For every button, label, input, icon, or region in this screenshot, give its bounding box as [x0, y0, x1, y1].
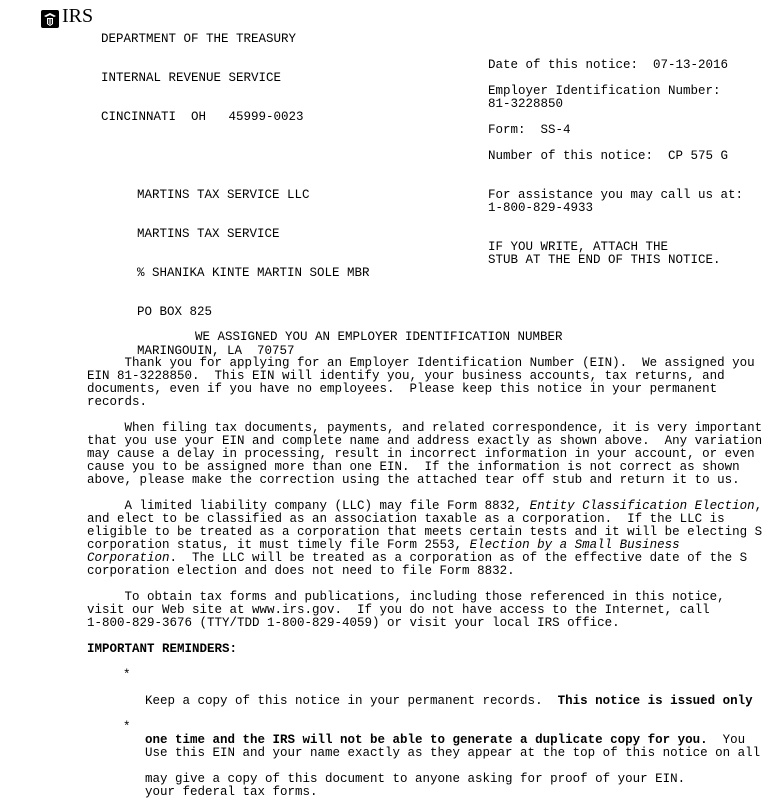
paragraph-line: above, please make the correction using the attached tear off stub and return it to us. [87, 473, 740, 487]
paragraph-line: Thank you for applying for an Employer Identification Number (EIN). We assigned you [87, 356, 755, 370]
bullet-marker: * [123, 720, 131, 734]
recipient-line: MARTINS TAX SERVICE LLC [137, 188, 310, 202]
paragraph-llc-election [87, 499, 763, 578]
write-instruction: IF YOU WRITE, ATTACH THE [488, 240, 669, 254]
important-reminders-heading: IMPORTANT REMINDERS: [87, 642, 238, 656]
reminder-keep-copy: Keep a copy of this notice in your permanent records. This notice is issued only one time and the IRS will not be able to generate a duplicate copy for you. You may give a copy of this document to anyone asking for proof of your EIN. [145, 694, 753, 786]
irs-eagle-logo-icon [40, 9, 60, 29]
bullet-marker: * [123, 668, 131, 682]
form-title-italic: Election by a Small Business [469, 538, 680, 552]
write-instruction: STUB AT THE END OF THIS NOTICE. [488, 253, 721, 267]
paragraph-line: may cause a delay in processing, result in incorrect information in your account, or even [87, 447, 755, 461]
paragraph-line: 1-800-829-3676 (TTY/TDD 1-800-829-4059) or visit your local IRS office. [87, 616, 620, 630]
paragraph-line: cause you to be assigned more than one EIN. If the information is not correct as shown [87, 460, 740, 474]
paragraph-line: eligible to be treated as a corporation that meets certain tests and it will be electing S [87, 525, 763, 539]
ein-value: 81-3228850 [488, 97, 564, 111]
form-line: Form: SS-4 [488, 123, 571, 137]
reminder-use-ein: Use this EIN and your name exactly as they appear at the top of this notice on all your federal tax forms. [145, 746, 761, 799]
recipient-line: MARTINS TAX SERVICE [137, 227, 280, 241]
paragraph-ein-assigned [87, 356, 755, 409]
paragraph-line: corporation status, it must timely file Form 2553, Election by a Small Business [87, 538, 680, 552]
notice-date: Date of this notice: 07-13-2016 [488, 58, 729, 72]
notice-number: Number of this notice: CP 575 G [488, 149, 729, 163]
paragraph-line: and elect to be classified as an association taxable as a corporation. If the LLC is [87, 512, 725, 526]
assistance-phone: 1-800-829-4933 [488, 201, 594, 215]
paragraph-line: records. [87, 395, 148, 409]
paragraph-line: Corporation. The LLC will be treated as a corporation as of the effective date of the S [87, 551, 748, 565]
paragraph-tax-forms [87, 591, 747, 630]
notice-heading: WE ASSIGNED YOU AN EMPLOYER IDENTIFICATION NUMBER [195, 330, 563, 344]
irs-logo-text: IRS [62, 5, 94, 27]
recipient-line: % SHANIKA KINTE MARTIN SOLE MBR [137, 266, 370, 280]
paragraph-line: When filing tax documents, payments, and related correspondence, it is very important [87, 421, 763, 435]
recipient-line: MARINGOUIN, LA 70757 [137, 344, 295, 358]
paragraph-line: A limited liability company (LLC) may file Form 8832, Entity Classification Election, [87, 499, 763, 513]
form-title-italic: Corporation [87, 551, 170, 565]
paragraph-line: visit our Web site at www.irs.gov. If you do not have access to the Internet, call [87, 603, 710, 617]
sender-line: CINCINNATI OH 45999-0023 [101, 110, 304, 124]
recipient-line: PO BOX 825 [137, 305, 213, 319]
assistance-label: For assistance you may call us at: [488, 188, 744, 202]
paragraph-line: EIN 81-3228850. This EIN will identify you, your business accounts, tax returns, and [87, 369, 725, 383]
paragraph-line: corporation election and does not need to file Form 8832. [87, 564, 515, 578]
ein-label: Employer Identification Number: [488, 84, 721, 98]
form-title-italic: Entity Classification Election [529, 499, 755, 513]
paragraph-line: To obtain tax forms and publications, including those referenced in this notice, [87, 590, 725, 604]
sender-line: DEPARTMENT OF THE TREASURY [101, 32, 297, 46]
paragraph-line: documents, even if you have no employees. Please keep this notice in your permanent [87, 382, 718, 396]
sender-line: INTERNAL REVENUE SERVICE [101, 71, 282, 85]
paragraph-filing-instructions [87, 421, 763, 487]
paragraph-line: that you use your EIN and complete name and address exactly as shown above. Any variation [87, 434, 763, 448]
sender-address [101, 7, 304, 137]
